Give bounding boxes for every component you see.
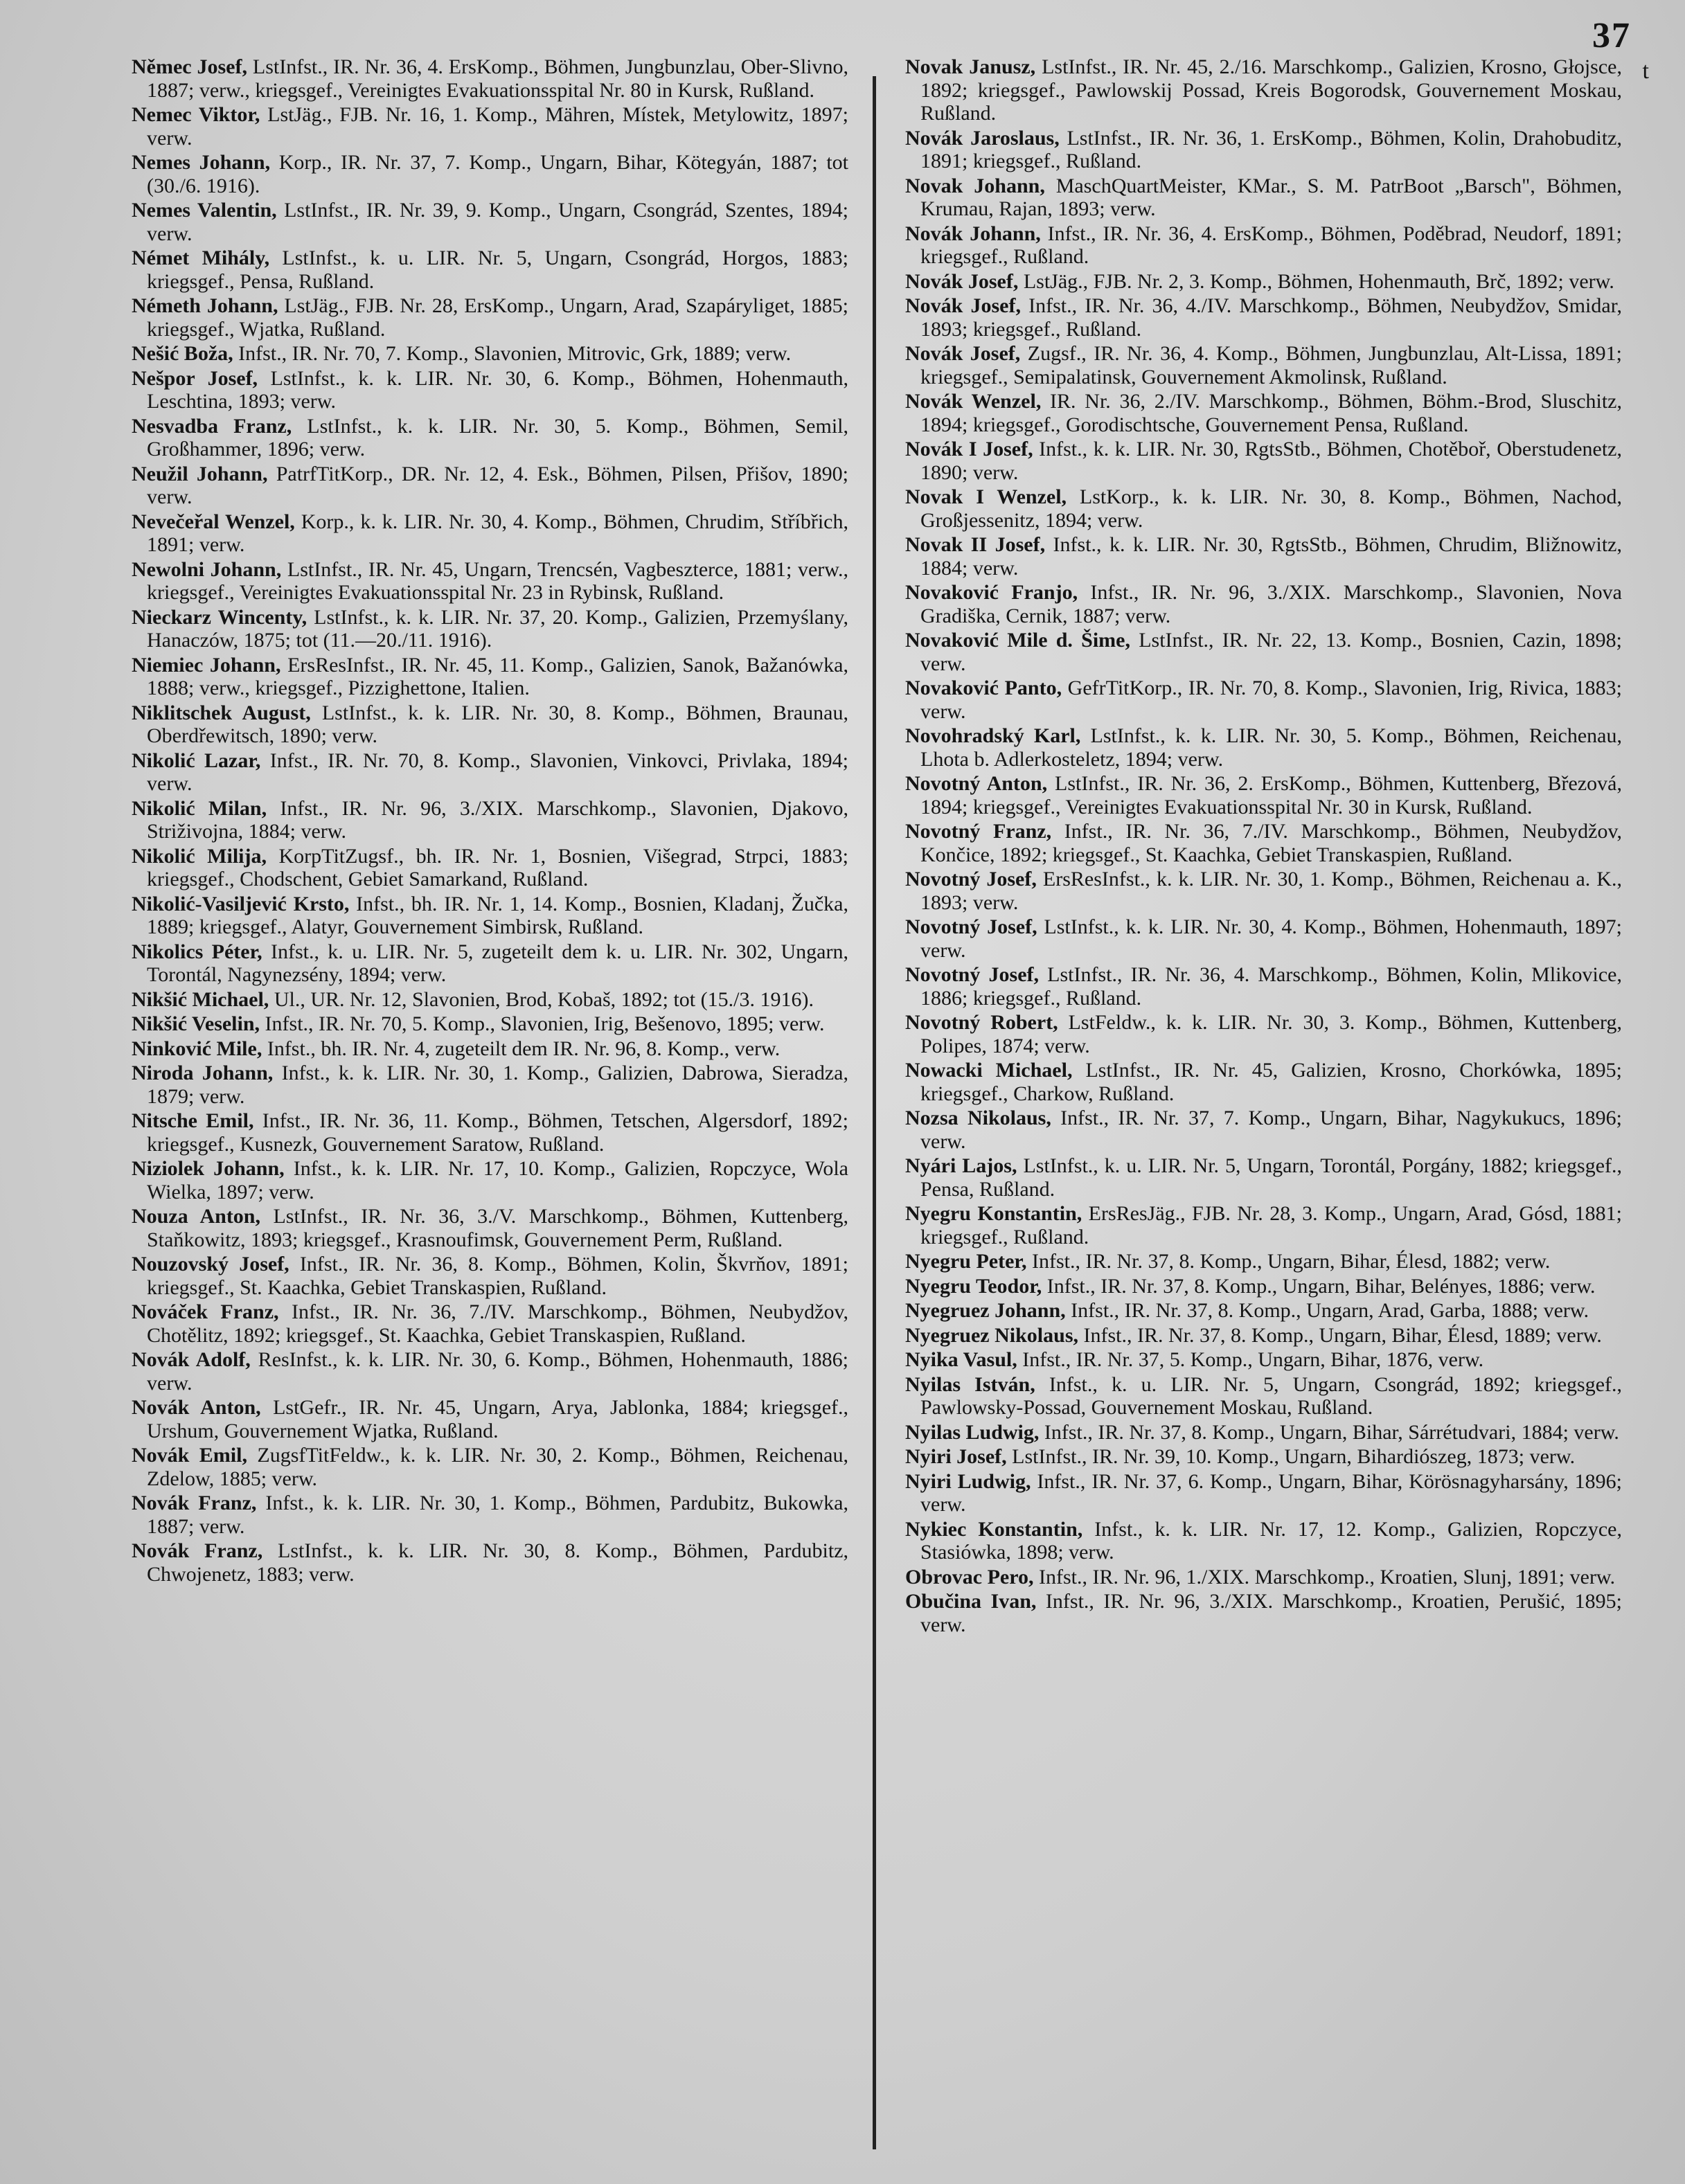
entry-details: Infst., k. k. LIR. Nr. 17, 12. Komp., Galizien, Ropczyce, Stasiówka, 1898; verw. (920, 1517, 1622, 1564)
list-entry (905, 1275, 1622, 1298)
entry-name: Ninković Mile, (132, 1037, 262, 1060)
list-entry (132, 510, 848, 557)
list-entry (905, 1059, 1622, 1105)
entry-details: MaschQuartMeister, KMar., S. M. PatrBoot „Barsch", Böhmen, Krumau, Rajan, 1893; verw. (920, 174, 1622, 220)
entry-name: Nikolics Péter, (132, 940, 262, 963)
entry-details: Infst., IR. Nr. 36, 7./IV. Marschkomp., Böhmen, Neubydžov, Chotělitz, 1892; kriegsgef., St. Kaachka, Gebiet Transkaspien, Rußland. (147, 1300, 848, 1347)
entry-name: Novaković Franjo, (905, 581, 1078, 604)
list-entry (132, 606, 848, 652)
entry-details: ResInfst., k. k. LIR. Nr. 30, 6. Komp., Böhmen, Hohenmauth, 1886; verw. (147, 1348, 848, 1395)
entry-name: Novotný Josef, (905, 868, 1037, 890)
entry-details: LstInfst., k. u. LIR. Nr. 5, Ungarn, Torontál, Porgány, 1882; kriegsgef., Pensa, Rußland. (920, 1154, 1622, 1201)
entry-details: LstGefr., IR. Nr. 45, Ungarn, Arya, Jablonka, 1884; kriegsgef., Urshum, Gouvernement Wjatka, Rußland. (147, 1396, 849, 1442)
entry-name: Nykiec Konstantin, (905, 1517, 1083, 1541)
entry-name: Nyilas István, (905, 1372, 1035, 1396)
list-entry (132, 1253, 848, 1299)
entry-name: Nešić Boža, (132, 342, 233, 365)
entry-details: Infst., k. k. LIR. Nr. 30, RgtsStb., Böhmen, Chotěboř, Oberstudenetz, 1890; verw. (920, 438, 1622, 484)
list-entry (905, 1470, 1622, 1516)
entry-details: LstInfst., k. k. LIR. Nr. 30, 6. Komp., Böhmen, Hohenmauth, Leschtina, 1893; verw. (147, 366, 848, 413)
entry-details: ErsResJäg., FJB. Nr. 28, 3. Komp., Ungarn, Arad, Gósd, 1881; kriegsgef., Rußland. (920, 1202, 1622, 1248)
list-entry (905, 1324, 1622, 1348)
entry-name: Nozsa Nikolaus, (905, 1107, 1051, 1129)
entry-name: Novák Josef, (905, 294, 1021, 317)
edge-mark: t (1642, 58, 1649, 84)
list-entry (132, 342, 848, 366)
entry-details: LstInfst., k. k. LIR. Nr. 30, 5. Komp., Böhmen, Reichenau, Lhota b. Adlerkosteletz, 1894; verw. (920, 724, 1622, 771)
entry-details: ZugsfTitFeldw., k. k. LIR. Nr. 30, 2. Komp., Böhmen, Reichenau, Zdelow, 1885; verw. (147, 1444, 848, 1490)
entry-name: Novotný Josef, (905, 915, 1037, 938)
entry-details: KorpTitZugsf., bh. IR. Nr. 1, Bosnien, Višegrad, Strpci, 1883; kriegsgef., Chodschent, Gebiet Samarkand, Rußland. (147, 844, 848, 890)
list-entry (905, 438, 1622, 484)
list-entry (905, 1250, 1622, 1273)
entry-details: LstKorp., k. k. LIR. Nr. 30, 8. Komp., Böhmen, Nachod, Großjessenitz, 1894; verw. (920, 485, 1622, 532)
entry-details: Infst., IR. Nr. 96, 3./XIX. Marschkomp., Slavonien, Nova Gradiška, Cernik, 1887; verw. (920, 581, 1622, 627)
entry-name: Nieckarz Wincenty, (132, 605, 307, 629)
entry-name: Nyilas Ludwig, (905, 1420, 1040, 1444)
entry-name: Novák Jaroslaus, (905, 126, 1060, 150)
entry-name: Nouza Anton, (132, 1205, 260, 1228)
entry-details: LstInfst., IR. Nr. 36, 4. ErsKomp., Böhmen, Jungbunzlau, Ober-Slivno, 1887; verw., kriegsgef., Vereinigtes Evakuationsspital Nr. 80 in Kursk, Rußland. (147, 55, 848, 102)
list-entry (132, 463, 848, 509)
entry-name: Novák Josef, (905, 269, 1019, 293)
entry-details: Infst., IR. Nr. 96, 3./XIX. Marschkomp., Kroatien, Perušić, 1895; verw. (920, 1590, 1622, 1636)
list-entry (132, 797, 848, 843)
list-entry (132, 940, 848, 987)
right-column (876, 55, 1622, 2163)
entry-name: Nyegruez Johann, (905, 1299, 1066, 1322)
list-entry (132, 415, 848, 461)
entry-details: Infst., k. k. LIR. Nr. 17, 10. Komp., Galizien, Ropczyce, Wola Wielka, 1897; verw. (147, 1157, 848, 1203)
list-entry (132, 1012, 848, 1036)
entry-name: Nikšić Michael, (132, 987, 269, 1011)
entry-details: LstJäg., FJB. Nr. 16, 1. Komp., Mähren, Místek, Metylowitz, 1897; verw. (147, 103, 848, 150)
list-entry (132, 1539, 848, 1586)
entry-details: Infst., IR. Nr. 36, 8. Komp., Böhmen, Kolin, Škvrňov, 1891; kriegsgef., St. Kaachka, Gebiet Transkaspien, Rußland. (147, 1253, 848, 1299)
list-entry (905, 1566, 1622, 1589)
entry-details: LstInfst., k. k. LIR. Nr. 30, 4. Komp., Böhmen, Hohenmauth, 1897; verw. (920, 915, 1622, 962)
entry-name: Németh Johann, (132, 294, 278, 317)
list-entry (132, 1157, 848, 1203)
left-column (132, 55, 873, 2163)
entry-name: Nevečeřal Wenzel, (132, 510, 295, 533)
entry-name: Nemes Valentin, (132, 199, 277, 222)
list-entry (905, 1348, 1622, 1372)
list-entry (905, 677, 1622, 723)
list-entry (905, 868, 1622, 914)
entry-details: LstInfst., IR. Nr. 45, 2./16. Marschkomp., Galizien, Krosno, Głojsce, 1892; kriegsgef., Pawlowskij Possad, Kreis Bogorodsk, Gouvernement Moskau, Rußland. (920, 55, 1622, 125)
entry-details: LstInfst., IR. Nr. 36, 2. ErsKomp., Böhmen, Kuttenberg, Březová, 1894; kriegsgef., Vereinigtes Evakuationsspital Nr. 30 in Kursk, Rußland. (920, 772, 1622, 818)
entry-name: Novák Adolf, (132, 1348, 251, 1371)
list-entry (132, 988, 848, 1012)
entry-details: LstJäg., FJB. Nr. 28, ErsKomp., Ungarn, Arad, Szapáryliget, 1885; kriegsgef., Wjatka, Rußland. (147, 294, 849, 341)
list-entry (905, 1518, 1622, 1564)
list-entry (905, 1590, 1622, 1636)
entry-details: Infst., IR. Nr. 37, 8. Komp., Ungarn, Bihar, Élesd, 1889; verw. (1078, 1323, 1602, 1347)
entry-name: Niklitschek August, (132, 701, 311, 724)
entry-details: Infst., k. k. LIR. Nr. 30, 1. Komp., Galizien, Dabrowa, Sieradza, 1879; verw. (147, 1062, 849, 1108)
entry-name: Nikolić Milija, (132, 844, 267, 868)
entry-name: Novaković Mile d. Šime, (905, 629, 1130, 652)
entry-name: Nesvadba Franz, (132, 414, 292, 438)
entry-details: LstInfst., IR. Nr. 22, 13. Komp., Bosnien, Cazin, 1898; verw. (920, 629, 1622, 675)
entry-details: LstInfst., IR. Nr. 36, 3./V. Marschkomp., Böhmen, Kuttenberg, Staňkowitz, 1893; kriegsgef., Krasnoufimsk, Gouvernement Perm, Rußland. (147, 1205, 848, 1251)
entry-name: Nemes Johann, (132, 151, 271, 174)
list-entry (132, 55, 848, 102)
entry-details: Infst., IR. Nr. 37, 8. Komp., Ungarn, Bihar, Sárrétudvari, 1884; verw. (1039, 1420, 1619, 1444)
list-entry (132, 749, 848, 796)
entry-details: Zugsf., IR. Nr. 36, 4. Komp., Böhmen, Jungbunzlau, Alt-Lissa, 1891; kriegsgef., Semipalatinsk, Gouvernement Akmolinsk, Rußland. (920, 342, 1622, 388)
entry-details: Infst., k. u. LIR. Nr. 5, Ungarn, Csongrád, 1892; kriegsgef., Pawlowsky-Possad, Gouvernement Moskau, Rußland. (920, 1372, 1622, 1419)
list-entry (905, 294, 1622, 341)
entry-name: Nikolić-Vasiljević Krsto, (132, 892, 350, 915)
entry-details: GefrTitKorp., IR. Nr. 70, 8. Komp., Slavonien, Irig, Rivica, 1883; verw. (920, 677, 1622, 723)
entry-name: Obučina Ivan, (905, 1590, 1037, 1613)
entry-name: Novotný Josef, (905, 963, 1039, 986)
list-entry (905, 127, 1622, 173)
entry-details: IR. Nr. 36, 2./IV. Marschkomp., Böhmen, Böhm.-Brod, Sluschitz, 1894; kriegsgef., Gorodischtsche, Gouvernement Pensa, Rußland. (920, 390, 1622, 436)
list-entry (905, 820, 1622, 866)
entry-details: Infst., IR. Nr. 37, 8. Komp., Ungarn, Arad, Garba, 1888; verw. (1065, 1299, 1589, 1322)
entry-name: Niroda Johann, (132, 1062, 274, 1084)
entry-name: Newolni Johann, (132, 557, 282, 581)
entry-name: Nowacki Michael, (905, 1059, 1073, 1082)
list-entry (905, 342, 1622, 388)
list-entry (905, 1011, 1622, 1057)
entry-name: Nyiri Josef, (905, 1445, 1007, 1468)
entry-name: Novohradský Karl, (905, 724, 1081, 747)
entry-details: LstInfst., IR. Nr. 45, Galizien, Krosno, Chorkówka, 1895; kriegsgef., Charkow, Rußland. (920, 1059, 1622, 1105)
entry-details: Infst., IR. Nr. 37, 5. Komp., Ungarn, Bihar, 1876, verw. (1017, 1348, 1484, 1371)
entry-name: Novak Johann, (905, 174, 1045, 197)
list-entry (905, 963, 1622, 1010)
list-entry (132, 654, 848, 700)
entry-name: Novak Janusz, (905, 55, 1036, 78)
entry-details: Infst., IR. Nr. 36, 4. ErsKomp., Böhmen, Poděbrad, Neudorf, 1891; kriegsgef., Rußland. (920, 222, 1622, 268)
entry-details: Infst., IR. Nr. 37, 8. Komp., Ungarn, Bihar, Élesd, 1882; verw. (1026, 1250, 1551, 1273)
entry-details: LstJäg., FJB. Nr. 2, 3. Komp., Böhmen, Hohenmauth, Brč, 1892; verw. (1018, 269, 1614, 293)
entry-name: Neužil Johann, (132, 462, 268, 485)
entry-name: Nitsche Emil, (132, 1109, 254, 1132)
entry-details: Korp., k. k. LIR. Nr. 30, 4. Komp., Böhmen, Chrudim, Stříbřich, 1891; verw. (147, 510, 848, 556)
entry-details: Infst., IR. Nr. 37, 8. Komp., Ungarn, Bihar, Belényes, 1886; verw. (1042, 1274, 1596, 1298)
entry-details: Korp., IR. Nr. 37, 7. Komp., Ungarn, Bihar, Kötegyán, 1887; tot (30./6. 1916). (147, 151, 848, 197)
entry-name: Novotný Franz, (905, 820, 1052, 843)
list-entry (132, 893, 848, 939)
entry-details: ErsResInfst., k. k. LIR. Nr. 30, 1. Komp., Böhmen, Reichenau a. K., 1893; verw. (920, 868, 1622, 914)
entry-name: Novák Franz, (132, 1492, 257, 1514)
entry-details: Infst., k. k. LIR. Nr. 30, 1. Komp., Böhmen, Pardubitz, Bukowka, 1887; verw. (147, 1492, 848, 1538)
entry-name: Nešpor Josef, (132, 366, 258, 390)
list-entry (132, 199, 848, 245)
entry-name: Nikolić Milan, (132, 796, 267, 820)
entry-details: LstInfst., k. k. LIR. Nr. 30, 5. Komp., Böhmen, Semil, Großhammer, 1896; verw. (147, 414, 848, 460)
list-entry (905, 174, 1622, 221)
entry-details: LstInfst., k. k. LIR. Nr. 37, 20. Komp., Galizien, Przemyślany, Hanaczów, 1875; tot (11.—20./11. 1916). (147, 605, 848, 652)
list-entry (132, 845, 848, 891)
entry-name: Nyiri Ludwig, (905, 1469, 1031, 1493)
list-entry (132, 1492, 848, 1538)
entry-name: Novák Wenzel, (905, 390, 1042, 413)
list-entry (905, 1154, 1622, 1201)
list-entry (905, 1107, 1622, 1153)
list-entry (132, 1348, 848, 1395)
entry-name: Novak II Josef, (905, 533, 1046, 556)
list-entry (905, 390, 1622, 436)
list-entry (905, 915, 1622, 962)
list-entry (905, 629, 1622, 675)
entry-details: LstInfst., IR. Nr. 39, 9. Komp., Ungarn, Csongrád, Szentes, 1894; verw. (147, 199, 848, 245)
entry-details: Ul., UR. Nr. 12, Slavonien, Brod, Kobaš, 1892; tot (15./3. 1916). (269, 987, 814, 1011)
entry-name: Novák Emil, (132, 1444, 247, 1467)
list-entry (132, 1300, 848, 1347)
list-entry (905, 485, 1622, 532)
entry-details: LstInfst., IR. Nr. 36, 1. ErsKomp., Böhmen, Kolin, Drahobuditz, 1891; kriegsgef., Rußland. (920, 126, 1622, 172)
list-entry (132, 1109, 848, 1156)
entry-details: Infst., IR. Nr. 70, 7. Komp., Slavonien, Mitrovic, Grk, 1889; verw. (233, 342, 792, 365)
entry-details: PatrfTitKorp., DR. Nr. 12, 4. Esk., Böhmen, Pilsen, Přišov, 1890; verw. (147, 462, 848, 508)
list-entry (132, 247, 848, 293)
entry-name: Novák Anton, (132, 1396, 261, 1419)
entry-details: Infst., IR. Nr. 96, 3./XIX. Marschkomp., Slavonien, Djakovo, Striživojna, 1884; verw. (147, 796, 848, 843)
entry-name: Nyegruez Nikolaus, (905, 1323, 1078, 1347)
list-entry (905, 724, 1622, 771)
entry-name: Nováček Franz, (132, 1300, 279, 1323)
entry-name: Novotný Robert, (905, 1011, 1058, 1034)
list-entry (132, 1396, 848, 1442)
list-entry (132, 1444, 848, 1490)
entry-details: Infst., IR. Nr. 70, 5. Komp., Slavonien, Irig, Bešenovo, 1895; verw. (260, 1012, 825, 1035)
entry-name: Nikolić Lazar, (132, 749, 261, 772)
entry-details: Infst., k. u. LIR. Nr. 5, zugeteilt dem k. u. LIR. Nr. 302, Ungarn, Torontál, Nagynezsény, 1894; verw. (147, 940, 848, 986)
list-entry (905, 222, 1622, 269)
list-entry (905, 1202, 1622, 1248)
entry-name: Niziolek Johann, (132, 1157, 285, 1180)
entry-name: Novák Josef, (905, 342, 1021, 365)
entry-details: Infst., bh. IR. Nr. 1, 14. Komp., Bosnien, Kladanj, Žučka, 1889; kriegsgef., Alatyr, Gouvernement Simbirsk, Rußland. (147, 892, 848, 938)
entry-details: LstInfst., k. k. LIR. Nr. 30, 8. Komp., Böhmen, Pardubitz, Chwojenetz, 1883; verw. (147, 1539, 848, 1586)
entry-details: LstInfst., k. u. LIR. Nr. 5, Ungarn, Csongrád, Horgos, 1883; kriegsgef., Pensa, Rußland. (147, 247, 848, 293)
list-entry (905, 55, 1622, 125)
entry-name: Nyika Vasul, (905, 1348, 1017, 1371)
entry-details: Infst., bh. IR. Nr. 4, zugeteilt dem IR. Nr. 96, 8. Komp., verw. (262, 1037, 781, 1060)
entry-name: Nyegru Konstantin, (905, 1202, 1082, 1225)
list-entry (905, 533, 1622, 580)
entry-details: LstFeldw., k. k. LIR. Nr. 30, 3. Komp., Böhmen, Kuttenberg, Polipes, 1874; verw. (920, 1011, 1622, 1057)
page-number: 37 (1592, 16, 1631, 55)
list-entry (132, 701, 848, 748)
list-entry (905, 1299, 1622, 1323)
entry-details: LstInfst., k. k. LIR. Nr. 30, 8. Komp., Böhmen, Braunau, Oberdřewitsch, 1890; verw. (147, 701, 848, 747)
entry-name: Nikšić Veselin, (132, 1012, 260, 1035)
entry-name: Nemec Viktor, (132, 103, 260, 126)
entry-details: Infst., IR. Nr. 37, 7. Komp., Ungarn, Bihar, Nagykukucs, 1896; verw. (920, 1107, 1622, 1153)
entry-name: Nyegru Peter, (905, 1250, 1027, 1273)
list-entry (905, 1445, 1622, 1469)
entry-details: LstInfst., IR. Nr. 45, Ungarn, Trencsén, Vagbeszterce, 1881; verw., kriegsgef., Vereinigtes Evakuationsspital Nr. 23 in Rybinsk, Rußland. (147, 557, 848, 604)
list-entry (132, 1062, 848, 1108)
entry-name: Novaković Panto, (905, 677, 1062, 699)
list-entry (132, 1037, 848, 1061)
list-entry (905, 1373, 1622, 1420)
entry-name: Nyegru Teodor, (905, 1274, 1042, 1298)
entry-name: Obrovac Pero, (905, 1565, 1034, 1588)
entry-name: Nyári Lajos, (905, 1154, 1017, 1177)
list-entry (132, 558, 848, 605)
list-entry (905, 772, 1622, 818)
entry-name: Novák I Josef, (905, 438, 1033, 460)
entry-details: Infst., k. k. LIR. Nr. 30, RgtsStb., Böhmen, Chrudim, Bližnowitz, 1884; verw. (920, 533, 1622, 580)
entry-name: Novotný Anton, (905, 772, 1048, 795)
entry-name: Német Mihály, (132, 247, 270, 269)
entry-name: Němec Josef, (132, 55, 247, 78)
entry-details: Infst., IR. Nr. 96, 1./XIX. Marschkomp., Kroatien, Slunj, 1891; verw. (1033, 1565, 1616, 1588)
entry-details: ErsResInfst., IR. Nr. 45, 11. Komp., Galizien, Sanok, Bažanówka, 1888; verw., kriegsgef., Pizzighettone, Italien. (147, 653, 848, 699)
list-entry (905, 581, 1622, 627)
list-entry (132, 367, 848, 413)
entry-details: Infst., IR. Nr. 37, 6. Komp., Ungarn, Bihar, Körösnagyharsány, 1896; verw. (920, 1469, 1622, 1516)
list-entry (132, 294, 848, 341)
entry-name: Nouzovský Josef, (132, 1253, 289, 1276)
list-entry (132, 1205, 848, 1251)
list-entry (132, 151, 848, 197)
entry-details: LstInfst., IR. Nr. 36, 4. Marschkomp., Böhmen, Kolin, Mlikovice, 1886; kriegsgef., Rußland. (920, 963, 1622, 1010)
columns (132, 55, 1637, 2163)
entry-name: Novák Johann, (905, 222, 1041, 245)
list-entry (132, 103, 848, 150)
entry-details: Infst., IR. Nr. 70, 8. Komp., Slavonien, Vinkovci, Privlaka, 1894; verw. (147, 749, 848, 795)
entry-name: Novak I Wenzel, (905, 485, 1067, 508)
entry-name: Novák Franz, (132, 1539, 263, 1562)
entry-details: Infst., IR. Nr. 36, 4./IV. Marschkomp., Böhmen, Neubydžov, Smidar, 1893; kriegsgef., Rußland. (920, 294, 1622, 341)
entry-details: Infst., IR. Nr. 36, 11. Komp., Böhmen, Tetschen, Algersdorf, 1892; kriegsgef., Kusnezk, Gouvernement Saratow, Rußland. (147, 1109, 849, 1156)
entry-details: LstInfst., IR. Nr. 39, 10. Komp., Ungarn, Bihardiószeg, 1873; verw. (1006, 1445, 1576, 1468)
entry-name: Niemiec Johann, (132, 653, 281, 677)
list-entry (905, 270, 1622, 294)
entry-details: Infst., IR. Nr. 36, 7./IV. Marschkomp., Böhmen, Neubydžov, Končice, 1892; kriegsgef., St. Kaachka, Gebiet Transkaspien, Rußland. (920, 820, 1622, 866)
list-entry (905, 1421, 1622, 1444)
